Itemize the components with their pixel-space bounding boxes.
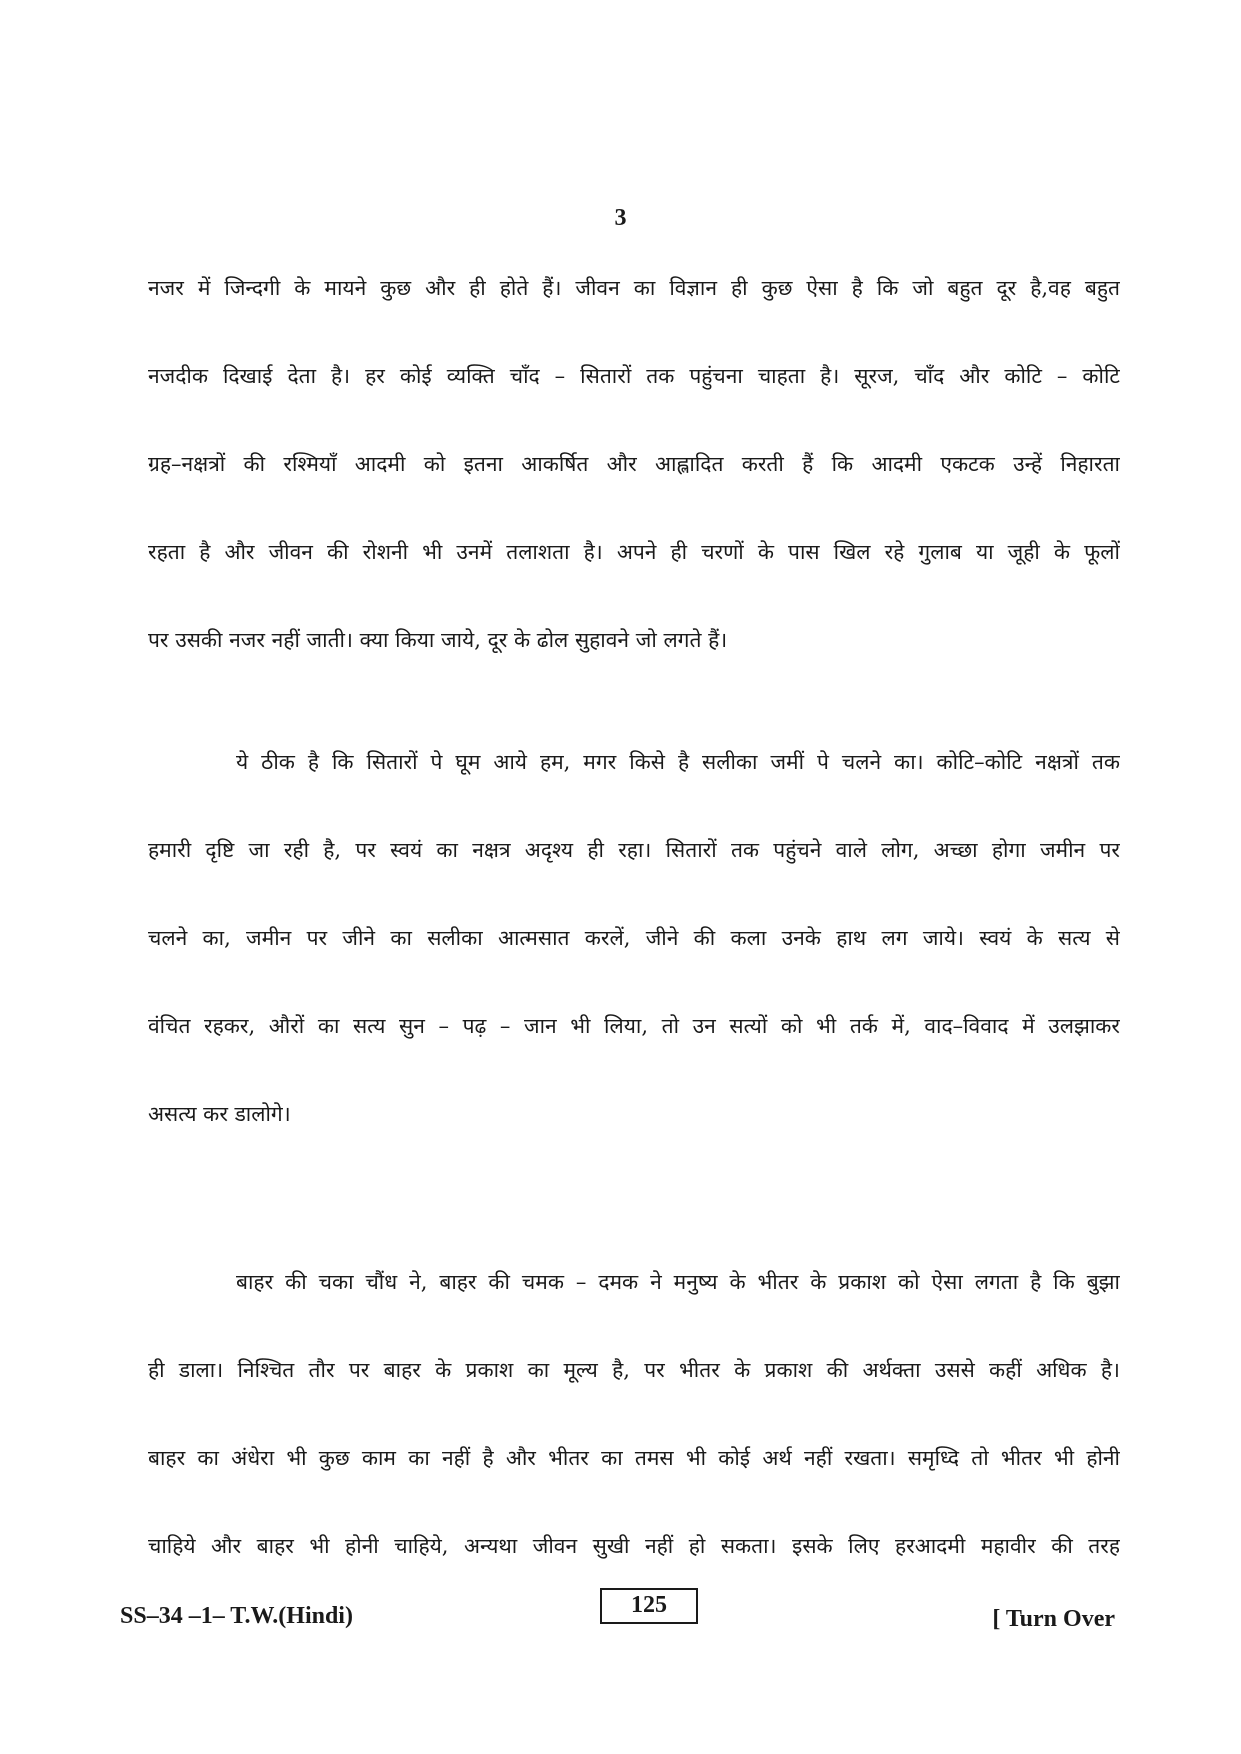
text-line: हमारी दृष्टि जा रही है, पर स्वयं का नक्षत्र अदृश्य ही रहा। सितारों तक पहुंचने वाले लोग, अच्छा होगा जमीन पर — [148, 838, 1120, 862]
page-number: 3 — [614, 205, 627, 231]
text-line: ही डाला। निश्चित तौर पर बाहर के प्रकाश का मूल्य है, पर भीतर के प्रकाश की अर्थक्ता उससे कहीं अधिक है। — [148, 1358, 1120, 1382]
text-line: चलने का, जमीन पर जीने का सलीका आत्मसात करलें, जीने की कला उनके हाथ लग जाये। स्वयं के सत्य से — [148, 926, 1120, 950]
text-line: रहता है और जीवन की रोशनी भी उनमें तलाशता है। अपने ही चरणों के पास खिल रहे गुलाब या जूही के फूलों — [148, 540, 1120, 564]
text-line: असत्य कर डालोगे। — [148, 1102, 291, 1126]
footer-boxed-page-number: 125 — [600, 1588, 698, 1624]
text-line: वंचित रहकर, औरों का सत्य सुन – पढ़ – जान भी लिया, तो उन सत्यों को भी तर्क में, वाद–विवाद में उलझाकर — [148, 1014, 1120, 1038]
text-line: बाहर का अंधेरा भी कुछ काम का नहीं है और भीतर का तमस भी कोई अर्थ नहीं रखता। समृध्दि तो भीतर भी होनी — [148, 1446, 1120, 1470]
text-line: चाहिये और बाहर भी होनी चाहिये, अन्यथा जीवन सुखी नहीं हो सकता। इसके लिए हरआदमी महावीर की तरह — [148, 1534, 1120, 1558]
text-line: ग्रह–नक्षत्रों की रश्मियाँ आदमी को इतना आकर्षित और आह्लादित करती हैं कि आदमी एकटक उन्हें निहारता — [148, 452, 1120, 476]
footer-paper-code: SS–34 –1– T.W.(Hindi) — [120, 1603, 353, 1629]
text-line: ये ठीक है कि सितारों पे घूम आये हम, मगर किसे है सलीका जमीं पे चलने का। कोटि–कोटि नक्षत्रों तक — [236, 750, 1120, 774]
text-line: बाहर की चका चौंध ने, बाहर की चमक – दमक ने मनुष्य के भीतर के प्रकाश को ऐसा लगता है कि बुझा — [236, 1270, 1120, 1294]
text-line: नजदीक दिखाई देता है। हर कोई व्यक्ति चाँद – सितारों तक पहुंचना चाहता है। सूरज, चाँद और कोटि – कोटि — [148, 364, 1120, 388]
text-line: पर उसकी नजर नहीं जाती। क्या किया जाये, दूर के ढोल सुहावने जो लगते हैं। — [148, 628, 728, 652]
footer-turn-over: [ Turn Over — [992, 1606, 1115, 1632]
text-line: नजर में जिन्दगी के मायने कुछ और ही होते हैं। जीवन का विज्ञान ही कुछ ऐसा है कि जो बहुत दूर है,वह बहुत — [148, 276, 1120, 300]
